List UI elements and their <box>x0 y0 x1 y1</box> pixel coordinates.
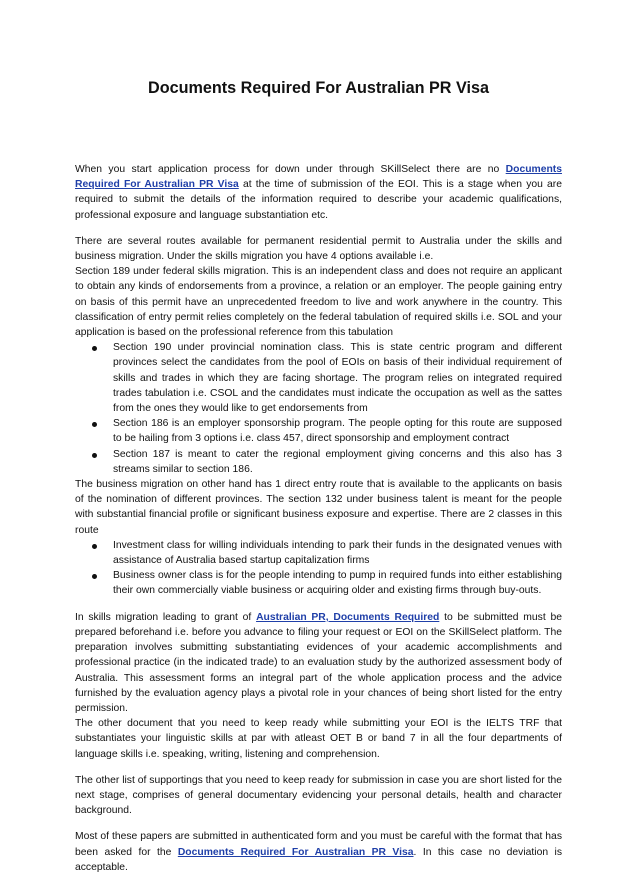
paragraph-section-189: Section 189 under federal skills migration. This is an independent class and does not require an applicant to obtain any kinds of endorsements from a province, a relation or an employer. The people gaining entry on basis of this permit have an unprecedented freedom to live and work anywhere in the country. This classification of entry permit relies completely on the federal tabulation of required skills i.e. SOL and your application is based on the professional reference from this tabulation <box>75 266 562 339</box>
list-item-text: Section 190 under provincial nomination class. This is state centric program and different provinces select the candidates from the pool of EOIs on basis of their individual requirement of skills and trades in which they are facing shortage. The program relies on integrated required trades tabulation i.e. CSOL and the candidates must indicate the occupation as well as the sattes from the ones they would like to get endorsements from <box>113 342 562 415</box>
bullet-icon <box>92 574 97 579</box>
business-classes-list <box>75 538 562 599</box>
list-item <box>113 340 562 416</box>
list-item <box>113 447 562 477</box>
documents-required-link[interactable]: Documents Required For Australian PR Visa <box>75 164 562 191</box>
paragraph-gap <box>75 818 562 829</box>
bullet-icon <box>92 422 97 427</box>
document-page <box>75 78 562 875</box>
paragraph-authenticated <box>75 829 562 875</box>
paragraph-intro-text-before: When you start application process for down under through SKillSelect there are no <box>75 164 506 175</box>
bullet-icon <box>92 346 97 351</box>
document-title: Documents Required For Australian PR Visa <box>148 79 489 97</box>
paragraph-routes: There are several routes available for permanent residential permit to Australia under the skills and business migration. Under the skills migration you have 4 options available i.e. <box>75 235 562 263</box>
paragraph-gap <box>75 223 562 234</box>
list-item-text: Section 186 is an employer sponsorship program. The people opting for this route are supposed to be hailing from 3 options i.e. class 457, direct sponsorship and employment contract <box>113 418 562 445</box>
bullet-icon <box>92 544 97 549</box>
paragraph-gap <box>75 762 562 773</box>
list-item <box>113 568 562 598</box>
paragraph-gap <box>75 599 562 610</box>
list-item-text: Business owner class is for the people intending to pump in required funds into either establishing their own commercially viable business or acquiring older and existing firms through buy-outs. <box>113 570 562 597</box>
paragraph-business-migration: The business migration on other hand has 1 direct entry route that is available to the applicants on basis of the nomination of different provinces. The section 132 under business talent is meant for the people with substantial financial profile or significant business exposure and expertise. There are 2 classes in this route <box>75 479 562 536</box>
documents-required-link-2[interactable]: Documents Required For Australian PR Visa <box>177 846 414 858</box>
paragraph-ielts: The other document that you need to keep ready while submitting your EOI is the IELTS TRF that substantiates your linguistic skills at par with atleast OET B or band 7 in all the four departments of language skills i.e. speaking, writing, listening and comprehension. <box>75 718 562 760</box>
list-item-text: Section 187 is meant to cater the regional employment giving concerns and this also has 3 streams similar to section 186. <box>113 448 562 475</box>
skills-options-list <box>75 340 562 477</box>
bullet-icon <box>92 453 97 458</box>
paragraph-skills-text-after: to be submitted must be prepared beforehand i.e. before you advance to filing your request or EOI on the SKillSelect platform. The preparation involves submitting substantiating evidences of your academic accomplishments and professional practice (in the indicated trade) to an evaluation study by the authorized assessment body of Australia. This assessment forms an integral part of the whole application process and the advice furnished by the evaluation agency plays a pivotal role in your chances of being short listed for the entry permission. <box>75 611 562 714</box>
paragraph-skills-migration <box>75 610 562 716</box>
paragraph-intro <box>75 162 562 223</box>
paragraph-supportings: The other list of supportings that you need to keep ready for submission in case you are short listed for the next stage, comprises of general documentary evidencing your personal details, health and character background. <box>75 774 562 817</box>
paragraph-skills-text-before: In skills migration leading to grant of <box>75 611 257 623</box>
list-item <box>113 538 562 568</box>
paragraph-intro-text-after: at the time of submission of the EOI. This is a stage when you are required to submit the details of the information required to describe your academic qualifications, professional exposure and language substantiation etc. <box>75 179 562 221</box>
list-item-text: Investment class for willing individuals intending to park their funds in the designated venues with assistance of Australia based startup capitalization firms <box>113 539 562 567</box>
paragraph-auth-text-before: Most of these papers are submitted in authenticated form and you must be careful with the format that has been asked for the <box>75 831 562 858</box>
australian-pr-documents-link[interactable]: Australian PR, Documents Required <box>256 611 440 623</box>
list-item <box>113 416 562 446</box>
paragraph-auth-text-after: . In this case no deviation is acceptable. <box>75 846 562 873</box>
